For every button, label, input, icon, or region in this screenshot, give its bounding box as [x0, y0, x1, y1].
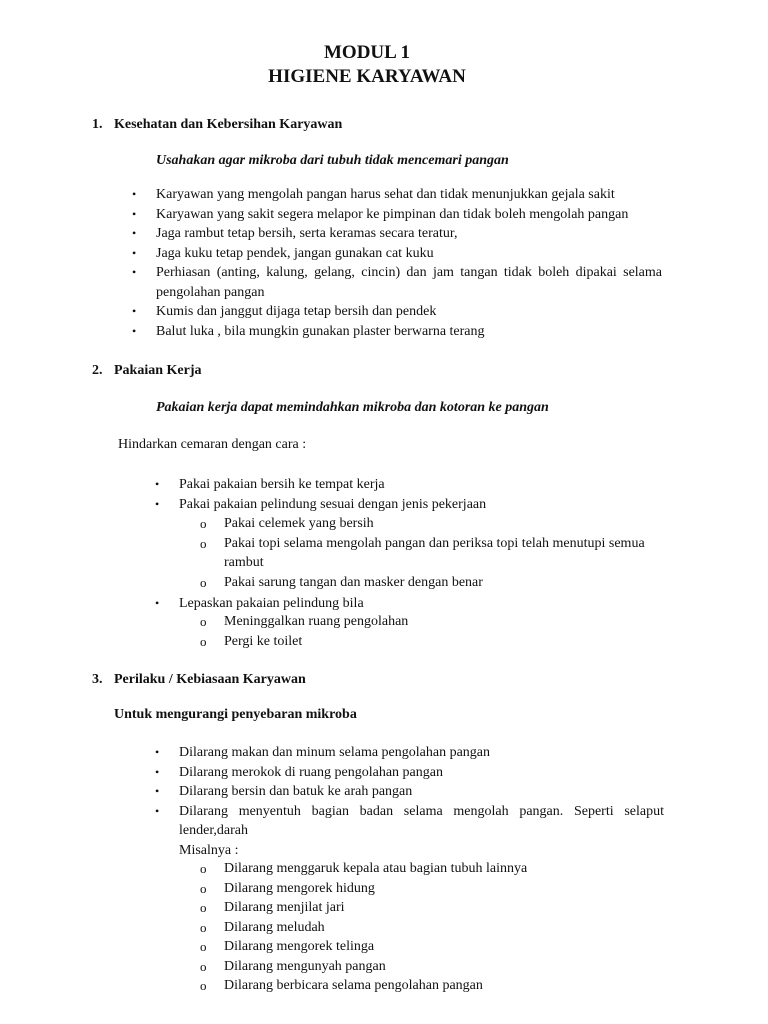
section-2-number: 2.	[92, 363, 103, 378]
circle-bullet-icon: o	[200, 614, 207, 629]
section-3-heading	[92, 671, 306, 689]
section-3-subtitle: Untuk mengurangi penyebaran mikroba	[114, 707, 357, 722]
list-item: o Pakai sarung tangan dan masker dengan benar	[224, 573, 664, 593]
section-2-sublist-a	[200, 514, 664, 592]
list-item: • Pakai pakaian bersih ke tempat kerja	[179, 475, 664, 495]
section-1-title: Kesehatan dan Kebersihan Karyawan	[114, 117, 343, 132]
list-item: o Dilarang mengorek telinga	[224, 937, 664, 957]
bullet-icon: •	[132, 226, 137, 240]
circle-bullet-icon: o	[200, 516, 207, 531]
list-item: • Jaga rambut tetap bersih, serta keramas secara teratur,	[156, 224, 662, 244]
section-1-heading	[92, 116, 342, 134]
list-item: • Dilarang merokok di ruang pengolahan pangan	[179, 763, 664, 783]
section-2-sublist-b	[200, 612, 664, 651]
bullet-icon: •	[155, 477, 160, 491]
bullet-icon: •	[155, 496, 160, 511]
circle-bullet-icon: o	[200, 958, 207, 974]
list-item: • Perhiasan (anting, kalung, gelang, cincin) dan jam tangan tidak boleh dipakai selama pengolahan pangan	[132, 265, 662, 300]
list-item: o Pakai celemek yang bersih	[224, 514, 664, 534]
bullet-icon: •	[132, 265, 137, 279]
section-2-intro: Hindarkan cemaran dengan cara :	[118, 437, 307, 452]
circle-bullet-icon: o	[200, 978, 207, 993]
section-1-list	[132, 185, 662, 341]
list-item: o Dilarang meludah	[224, 918, 664, 938]
list-item: • Dilarang bersin dan batuk ke arah pangan	[179, 782, 664, 802]
circle-bullet-icon: o	[200, 574, 207, 590]
section-3-number: 3.	[92, 672, 103, 687]
list-item: o Pergi ke toilet	[224, 632, 664, 652]
bullet-icon: •	[132, 187, 137, 201]
section-2-list-a	[155, 475, 664, 514]
list-item: o Meninggalkan ruang pengolahan	[224, 612, 664, 632]
section-1-number: 1.	[92, 117, 103, 132]
section-3-sublist	[200, 859, 664, 996]
list-item: • Dilarang menyentuh bagian badan selama mengolah pangan. Seperti selaput lender,darah	[155, 803, 664, 838]
module-title: MODUL 1	[323, 42, 411, 63]
list-item: • Jaga kuku tetap pendek, jangan gunakan cat kuku	[156, 244, 662, 264]
circle-bullet-icon: o	[200, 861, 207, 876]
list-item: o Pakai topi selama mengolah pangan dan periksa topi telah menutupi semua rambut	[200, 535, 645, 570]
circle-bullet-icon: o	[200, 535, 207, 551]
list-item: • Karyawan yang sakit segera melapor ke pimpinan dan tidak boleh mengolah pangan	[156, 205, 662, 225]
list-item: • Pakai pakaian pelindung sesuai dengan jenis pekerjaan	[179, 495, 664, 515]
bullet-icon: •	[155, 764, 160, 779]
list-item: o Dilarang menjilat jari	[224, 898, 664, 918]
circle-bullet-icon: o	[200, 880, 207, 896]
circle-bullet-icon: o	[200, 900, 207, 915]
list-item: • Balut luka , bila mungkin gunakan plaster berwarna terang	[156, 322, 662, 342]
section-2-list-b	[155, 594, 664, 614]
bullet-icon: •	[132, 323, 137, 338]
bullet-icon: •	[132, 245, 137, 260]
list-item: o Dilarang menggaruk kepala atau bagian tubuh lainnya	[224, 859, 664, 879]
circle-bullet-icon: o	[200, 919, 207, 935]
section-3-title: Perilaku / Kebiasaan Karyawan	[114, 672, 306, 687]
list-item: • Kumis dan janggut dijaga tetap bersih dan pendek	[156, 302, 662, 322]
list-item: • Lepaskan pakaian pelindung bila	[179, 594, 664, 614]
list-item: o Dilarang berbicara selama pengolahan pangan	[224, 976, 664, 996]
list-note: Misalnya :	[179, 842, 239, 858]
list-item: o Dilarang mengunyah pangan	[224, 957, 664, 977]
bullet-icon: •	[132, 206, 137, 221]
list-item: • Karyawan yang mengolah pangan harus sehat dan tidak menunjukkan gejala sakit	[156, 185, 662, 205]
bullet-icon: •	[155, 803, 160, 818]
bullet-icon: •	[155, 596, 160, 610]
list-item: o Dilarang mengorek hidung	[224, 879, 664, 899]
circle-bullet-icon: o	[200, 939, 207, 954]
bullet-icon: •	[155, 784, 160, 798]
section-3-list	[155, 743, 664, 860]
module-subtitle: HIGIENE KARYAWAN	[268, 66, 466, 87]
list-item: • Dilarang makan dan minum selama pengolahan pangan	[179, 743, 664, 763]
section-2-heading	[92, 362, 202, 380]
section-1-subtitle: Usahakan agar mikroba dari tubuh tidak mencemari pangan	[156, 153, 509, 168]
circle-bullet-icon: o	[200, 633, 207, 649]
bullet-icon: •	[132, 304, 137, 318]
section-2-subtitle: Pakaian kerja dapat memindahkan mikroba dan kotoran ke pangan	[156, 400, 549, 415]
bullet-icon: •	[155, 745, 160, 759]
section-2-title: Pakaian Kerja	[114, 363, 202, 378]
